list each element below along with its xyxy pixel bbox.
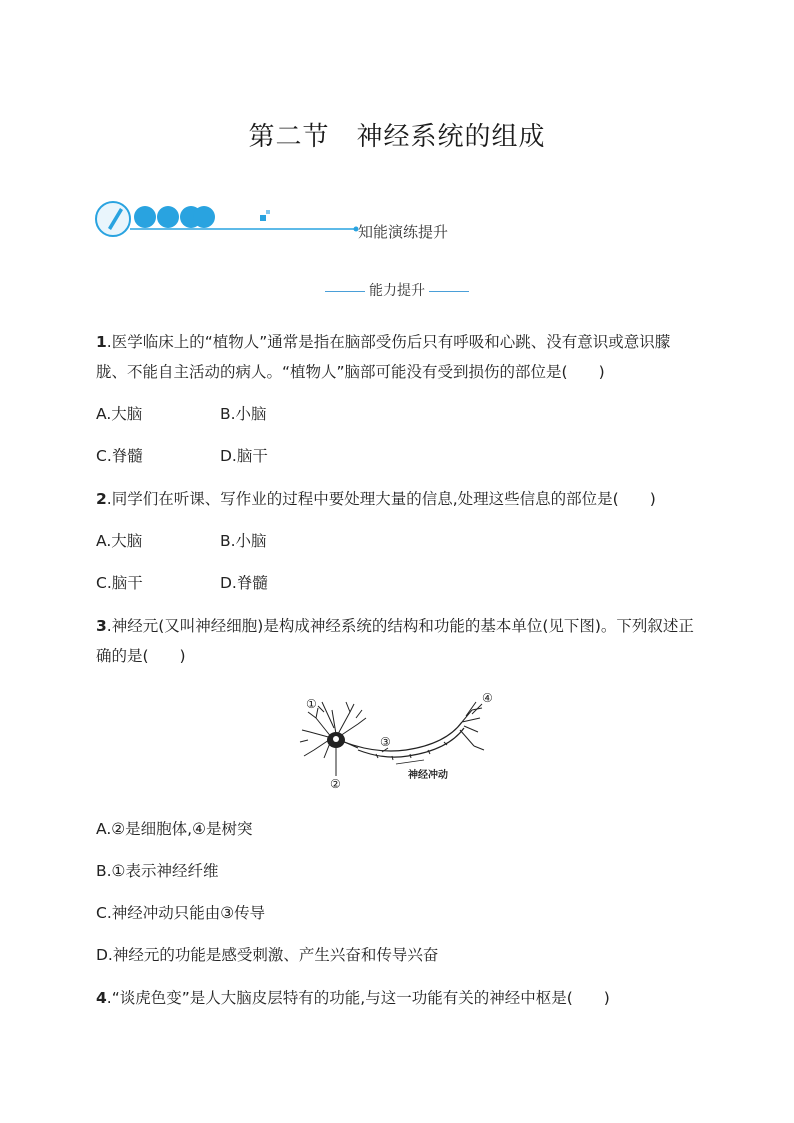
option-a: A.大脑 bbox=[96, 405, 143, 423]
label-4: ④ bbox=[482, 691, 493, 705]
question-3 bbox=[96, 611, 696, 671]
option-b: B.小脑 bbox=[220, 532, 267, 550]
question-number: 1 bbox=[96, 333, 107, 351]
label-2: ② bbox=[330, 777, 341, 791]
label-1-leader bbox=[322, 702, 334, 728]
banner-square-small-icon bbox=[266, 210, 270, 214]
pen-badge-icon bbox=[96, 202, 130, 236]
banner-dot-1 bbox=[134, 206, 156, 228]
figure-caption: 神经冲动 bbox=[408, 770, 448, 781]
nucleus bbox=[333, 736, 339, 742]
question-2 bbox=[96, 484, 696, 514]
question-text: .神经元(又叫神经细胞)是构成神经系统的结构和功能的基本单位(见下图)。下列叙述正确的是( ) bbox=[96, 617, 694, 665]
question-4 bbox=[96, 983, 696, 1013]
page-title: 第二节 神经系统的组成 bbox=[248, 122, 546, 152]
option-d: D.脊髓 bbox=[220, 574, 268, 592]
subheading-rule-right bbox=[429, 291, 469, 292]
question-number: 4 bbox=[96, 989, 107, 1007]
impulse-arrow bbox=[396, 760, 424, 764]
banner-dot-4 bbox=[193, 206, 215, 228]
banner-dot-2 bbox=[157, 206, 179, 228]
question-1 bbox=[96, 327, 696, 387]
question-number: 3 bbox=[96, 617, 107, 635]
question-text: .医学临床上的“植物人”通常是指在脑部受伤后只有呼吸和心跳、没有意识或意识朦胧、不能自主活动的病人。“植物人”脑部可能没有受到损伤的部位是( ) bbox=[96, 333, 671, 381]
question-text: .“谈虎色变”是人大脑皮层特有的功能,与这一功能有关的神经中枢是( ) bbox=[106, 989, 610, 1007]
axon-sheath bbox=[358, 728, 464, 757]
axon-line bbox=[344, 722, 462, 751]
question-text: .同学们在听课、写作业的过程中要处理大量的信息,处理这些信息的部位是( ) bbox=[106, 490, 656, 508]
question-number: 2 bbox=[96, 490, 107, 508]
option-c: C.神经冲动只能由③传导 bbox=[96, 904, 266, 922]
option-a: A.大脑 bbox=[96, 532, 143, 550]
axon-terminals bbox=[460, 702, 484, 750]
banner-label: 知能演练提升 bbox=[358, 223, 449, 241]
option-d: D.脑干 bbox=[220, 447, 268, 465]
banner-square-icon bbox=[260, 215, 266, 221]
subheading-rule-left bbox=[325, 291, 365, 292]
label-3: ③ bbox=[380, 735, 391, 749]
label-1: ① bbox=[306, 697, 317, 711]
option-d: D.神经元的功能是感受刺激、产生兴奋和传导兴奋 bbox=[96, 946, 439, 964]
option-c: C.脊髓 bbox=[96, 447, 143, 465]
neuron-diagram bbox=[296, 688, 500, 796]
option-a: A.②是细胞体,④是树突 bbox=[96, 820, 253, 838]
subheading-text: 能力提升 bbox=[369, 283, 425, 299]
option-b: B.小脑 bbox=[220, 405, 267, 423]
option-c: C.脑干 bbox=[96, 574, 143, 592]
section-subheading bbox=[0, 280, 794, 300]
option-b: B.①表示神经纤维 bbox=[96, 862, 219, 880]
